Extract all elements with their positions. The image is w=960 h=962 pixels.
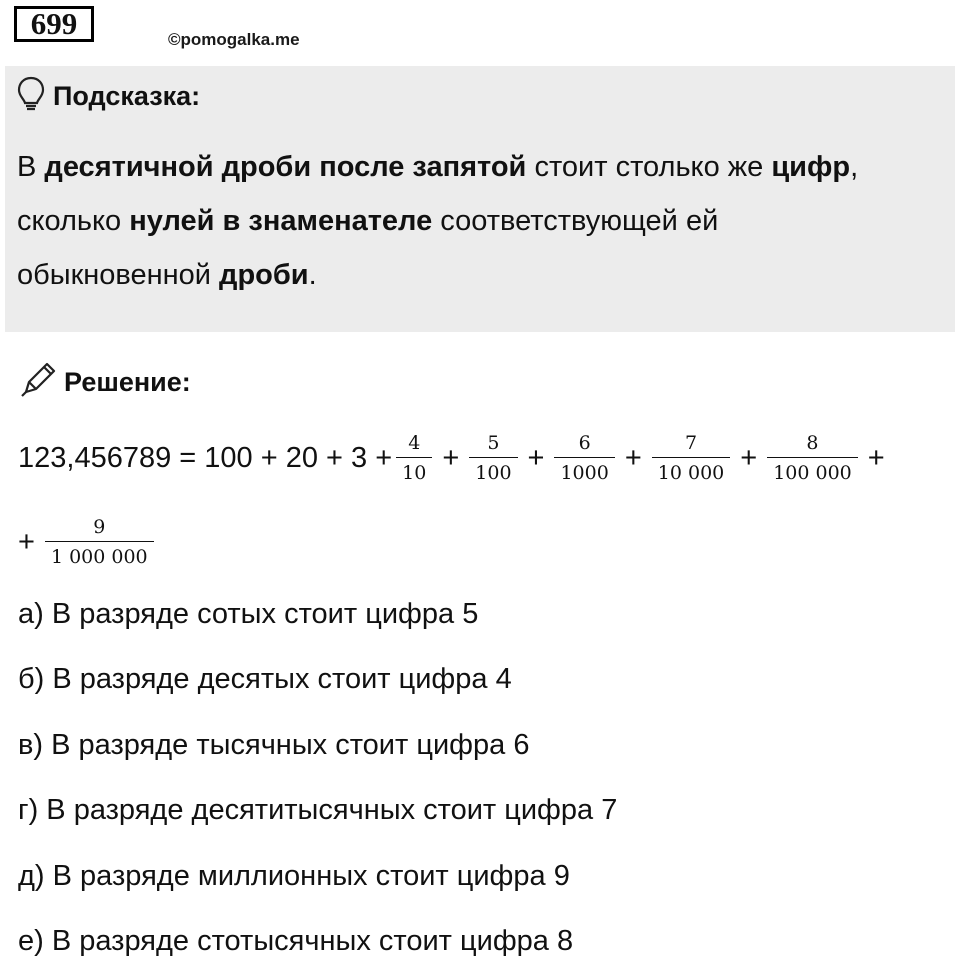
- answer-g: г) В разряде десятитысячных стоит цифра 7: [18, 794, 618, 826]
- fraction: $\frac{5}{100}$: [469, 432, 517, 484]
- solution-header: [18, 362, 191, 402]
- equation-lhs: 123,456789 = 100 + 20 + 3 +: [18, 441, 393, 474]
- hint-header: [17, 78, 200, 114]
- fraction: $\frac{7}{10 000}$: [652, 432, 730, 484]
- watermark: ©pomogalka.me: [168, 30, 300, 49]
- fraction: $\frac{4}{10}$: [396, 432, 432, 484]
- hint-text: [17, 140, 942, 302]
- answer-e: е) В разряде стотысячных стоит цифра 8: [18, 925, 574, 957]
- hint-box: [5, 66, 955, 332]
- lightbulb-icon: [17, 76, 45, 117]
- hint-line-3: обыкновенной дроби.: [17, 259, 317, 291]
- solution-title: Решение:: [64, 366, 191, 397]
- fraction: $\frac{8}{100 000}$: [767, 432, 858, 484]
- answer-v: в) В разряде тысячных стоит цифра 6: [18, 729, 530, 761]
- hint-title: Подсказка:: [53, 80, 201, 111]
- hint-line-2: сколько нулей в знаменателе соответствующей ей: [17, 205, 719, 237]
- fraction: $\frac{9}{1 000 000}$: [45, 516, 154, 568]
- answer-b: б) В разряде десятых стоит цифра 4: [18, 663, 512, 695]
- equation-line-2: + $\frac{9}{1 000 000}$: [18, 508, 158, 576]
- answer-d: д) В разряде миллионных стоит цифра 9: [18, 860, 570, 892]
- equation-line-1: 123,456789 = 100 + 20 + 3 + $\frac{4}{10}$ + $\frac{5}{100}$ + $\frac{6}{1000}$ + $\frac{7}{10 000}$ + $\frac{8}{100 000}$ +: [18, 432, 885, 484]
- answer-a: а) В разряде сотых стоит цифра 5: [18, 598, 479, 630]
- hint-line-1: В десятичной дроби после запятой стоит столько же цифр,: [17, 151, 859, 183]
- pencil-icon: [18, 360, 58, 405]
- problem-number: 699: [14, 6, 94, 42]
- fraction: $\frac{6}{1000}$: [554, 432, 614, 484]
